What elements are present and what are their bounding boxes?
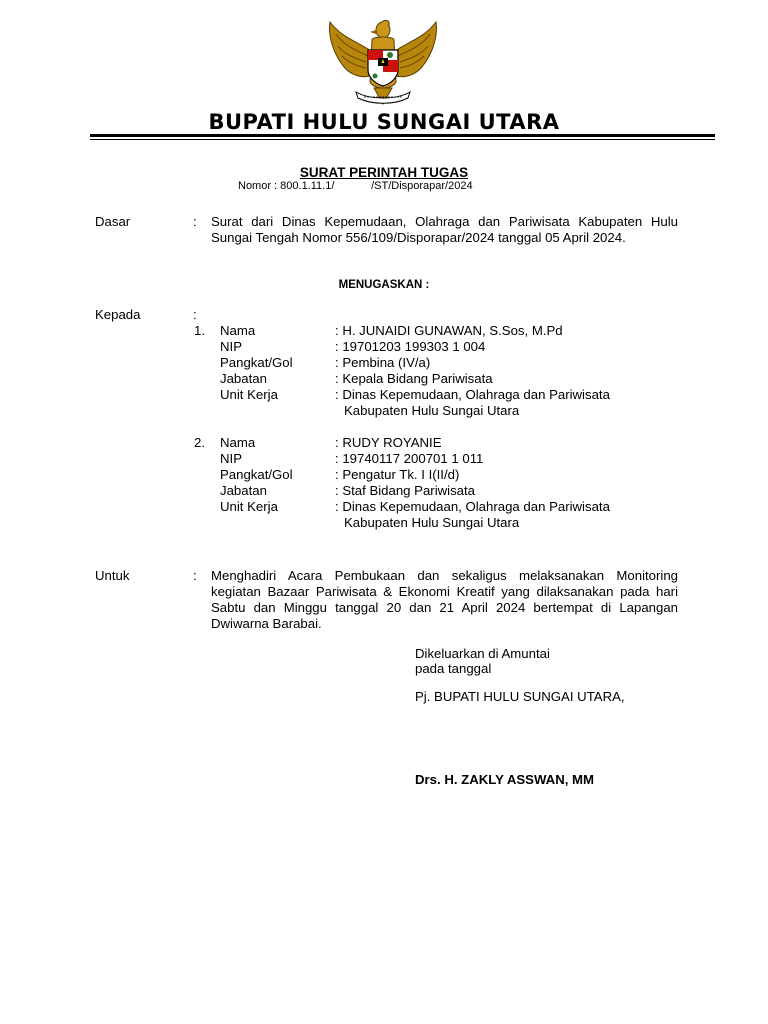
dasar-text: Surat dari Dinas Kepemudaan, Olahraga dan Pariwisata Kabupaten Hulu Sungai Tengah Nomor 556/109/Disporapar/2024 tanggal 05 April 2024. (211, 214, 678, 245)
field-value: : Staf Bidang Pariwisata (335, 483, 476, 498)
field-label: Jabatan (220, 371, 267, 386)
document-number: Nomor : 800.1.11.1/ /ST/Disporapar/2024 (238, 180, 473, 192)
regent-title: BUPATI HULU SUNGAI UTARA (208, 110, 560, 134)
field-label: NIP (220, 451, 242, 466)
untuk-colon: : (193, 568, 197, 583)
untuk-label: Untuk (95, 568, 130, 583)
kepada-colon: : (193, 307, 197, 322)
field-label: Jabatan (220, 483, 267, 498)
menugaskan-heading: MENUGASKAN : (338, 279, 430, 291)
field-label: Unit Kerja (220, 387, 278, 402)
issuance-place: Dikeluarkan di Amuntai (415, 646, 550, 661)
field-value: : RUDY ROYANIE (335, 435, 442, 450)
letterhead-rule-thick (90, 134, 715, 137)
person-number: 1. (194, 323, 205, 338)
field-value: : Pengatur Tk. I I(II/d) (335, 467, 460, 482)
field-value: : Dinas Kepemudaan, Olahraga dan Pariwisata (335, 387, 610, 402)
issuance-date: pada tanggal (415, 661, 492, 676)
field-label: Pangkat/Gol (220, 467, 293, 482)
field-label: Nama (220, 435, 256, 450)
field-label: Unit Kerja (220, 499, 278, 514)
field-value: : Dinas Kepemudaan, Olahraga dan Pariwisata (335, 499, 610, 514)
field-value: : 19701203 199303 1 004 (335, 339, 486, 354)
kepada-label: Kepada (95, 307, 141, 322)
signatory-name: Drs. H. ZAKLY ASSWAN, MM (415, 772, 595, 787)
field-value: : Pembina (IV/a) (335, 355, 431, 370)
field-value: : Kepala Bidang Pariwisata (335, 371, 493, 386)
field-value-continuation: Kabupaten Hulu Sungai Utara (344, 403, 520, 418)
field-label: Nama (220, 323, 256, 338)
dasar-label: Dasar (95, 214, 131, 229)
field-value-continuation: Kabupaten Hulu Sungai Utara (344, 515, 520, 530)
untuk-text: Menghadiri Acara Pembukaan dan sekaligus melaksanakan Monitoring kegiatan Bazaar Pariwisata & Ekonomi Kreatif yang dilaksanakan pada hari Sabtu dan Minggu tanggal 20 dan 21 April 2024 bertempat di Lapangan Dwiwarna Barabai. (211, 568, 678, 631)
person-number: 2. (194, 435, 205, 450)
field-label: NIP (220, 339, 242, 354)
signatory-position: Pj. BUPATI HULU SUNGAI UTARA, (415, 689, 625, 704)
field-value: : 19740117 200701 1 011 (335, 451, 484, 466)
field-value: : H. JUNAIDI GUNAWAN, S.Sos, M.Pd (335, 323, 563, 338)
document-title: SURAT PERINTAH TUGAS (299, 165, 469, 180)
dasar-colon: : (193, 214, 197, 229)
field-label: Pangkat/Gol (220, 355, 293, 370)
garuda-pancasila-emblem-icon (322, 12, 444, 108)
letterhead-rule-thin (90, 139, 715, 140)
